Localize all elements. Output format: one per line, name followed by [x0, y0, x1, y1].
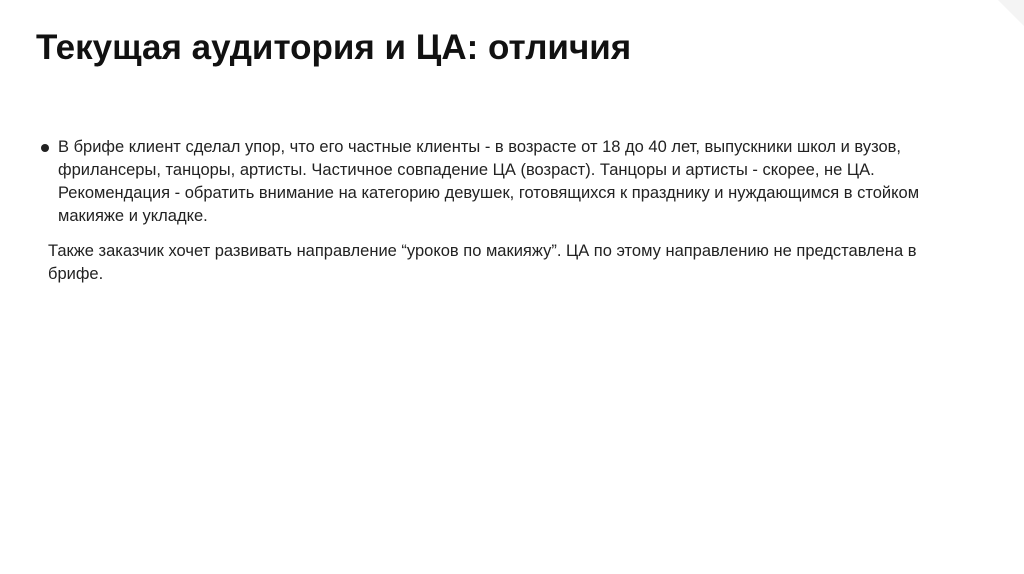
slide-title: Текущая аудитория и ЦА: отличия [36, 28, 632, 67]
bullet-text: В брифе клиент сделал упор, что его частные клиенты - в возрасте от 18 до 40 лет, выпускники школ и вузов, фрилансеры, танцоры, артисты. Частичное совпадение ЦА (возраст). Танцоры и артисты - скорее, не ЦА. Рекомендация - обратить внимание на категорию девушек, готовящихся к празднику и нуждающимся в стойком макияже и укладке. [58, 138, 920, 225]
bullet-item [40, 136, 960, 228]
bullet-list [40, 136, 960, 228]
bullet-dot-icon [41, 144, 49, 152]
body-paragraph: Также заказчик хочет развивать направление “уроков по макияжу”. ЦА по этому направлению не представлена в брифе. [48, 242, 917, 283]
